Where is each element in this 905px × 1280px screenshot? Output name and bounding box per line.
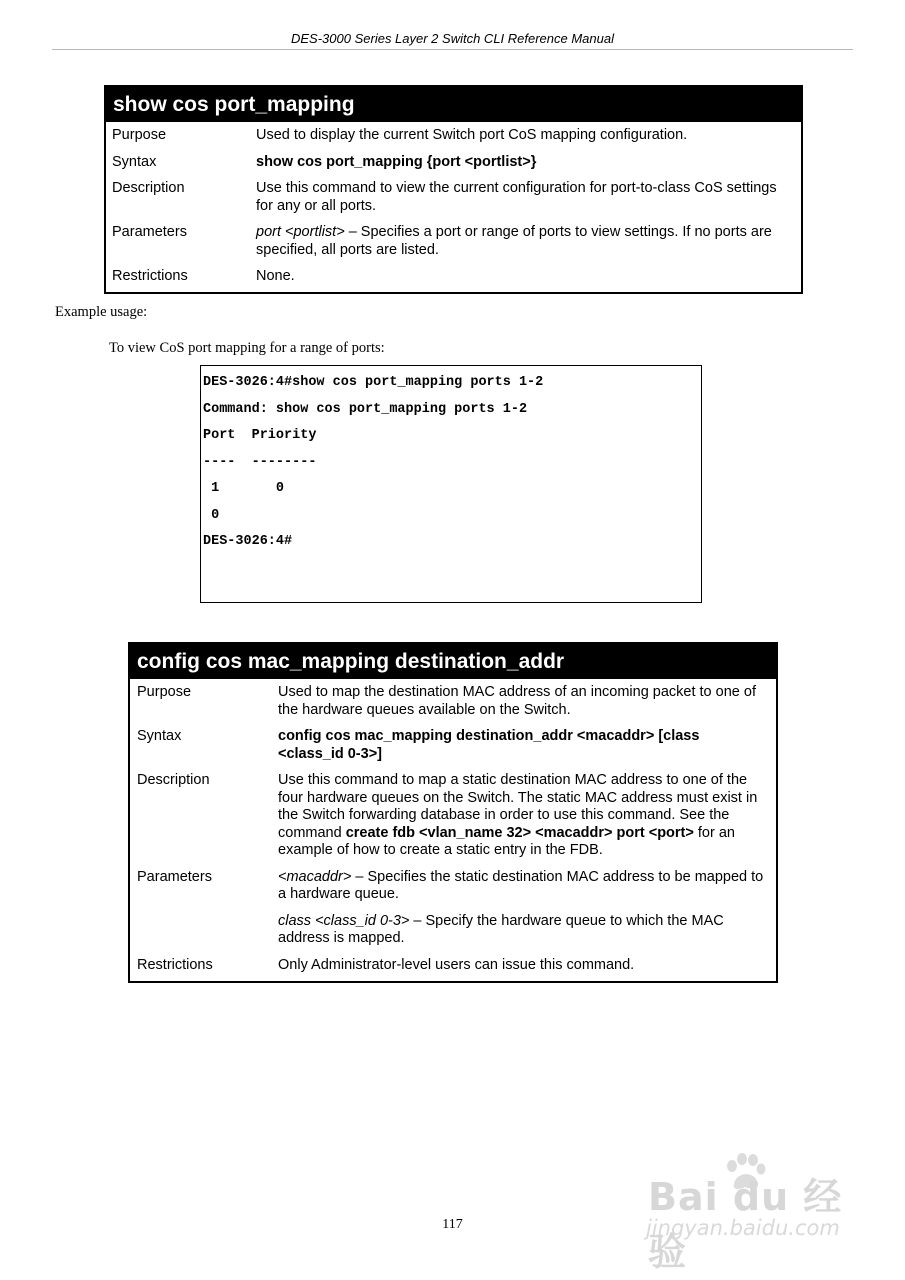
page-number: 117 — [442, 1217, 463, 1232]
config-cos-command-table — [128, 642, 778, 983]
parameter-text: – Specify the hardware queue to which the MAC address is mapped. — [278, 912, 724, 946]
console-line: ---- -------- — [203, 454, 317, 470]
row-label: Purpose — [137, 684, 192, 700]
console-line: DES-3026:4#show cos port_mapping ports 1-2 — [203, 375, 544, 390]
row-value — [278, 772, 776, 860]
table-row-syntax — [106, 154, 801, 172]
parameter-text: – Specifies the static destination MAC address to be mapped to a hardware queue. — [278, 868, 764, 902]
row-label: Purpose — [112, 127, 167, 143]
row-value — [256, 224, 801, 259]
row-value: Used to display the current Switch port CoS mapping configuration. — [256, 127, 688, 143]
row-label: Restrictions — [137, 956, 213, 973]
description-command: create fdb <vlan_name 32> <macaddr> port <port> — [345, 824, 694, 841]
row-value — [278, 869, 776, 948]
row-label: Parameters — [137, 868, 212, 885]
table-row-purpose — [130, 684, 776, 719]
watermark-url: jingyan.baidu.com — [646, 1216, 840, 1240]
show-cos-command-table — [104, 85, 803, 294]
console-line: 0 — [203, 507, 220, 523]
page-header: DES-3000 Series Layer 2 Switch CLI Reference Manual — [291, 31, 614, 46]
table-row-restrictions — [106, 268, 801, 286]
console-line: DES-3026:4# — [203, 534, 293, 549]
row-label: Description — [137, 772, 210, 788]
row-value: None. — [256, 268, 295, 284]
parameter-text: – Specifies a port or range of ports to view settings. If no ports are specified, all ports are listed. — [256, 224, 772, 258]
command-title: config cos mac_mapping destination_addr — [130, 644, 776, 679]
parameter-entry — [278, 913, 766, 948]
watermark-brand: Bai du 经验 — [648, 1175, 843, 1274]
console-line: Command: show cos port_mapping ports 1-2 — [203, 401, 528, 417]
row-value: Use this command to view the current configuration for port-to-class CoS settings for any or all ports. — [256, 180, 777, 214]
table-row-description — [130, 772, 776, 860]
console-line: 1 0 — [203, 481, 285, 496]
description-text: for an example of how to create a static entry in the FDB. — [278, 824, 735, 858]
header-divider — [52, 49, 853, 50]
row-label: Syntax — [137, 728, 182, 744]
example-intro: To view CoS port mapping for a range of ports: — [109, 340, 385, 356]
row-label: Restrictions — [112, 268, 188, 284]
row-label: Parameters — [112, 224, 187, 240]
table-row-parameters — [106, 224, 801, 259]
baidu-watermark — [640, 1152, 860, 1274]
console-line: Port Priority — [203, 428, 317, 443]
table-row-description — [106, 180, 801, 215]
row-value: Used to map the destination MAC address of an incoming packet to one of the hardware queues available on the Switch. — [278, 684, 756, 718]
row-value: config cos mac_mapping destination_addr <macaddr> [class <class_id 0-3>] — [278, 728, 700, 762]
row-value: show cos port_mapping {port <portlist>} — [256, 153, 537, 170]
console-output — [200, 365, 702, 603]
table-row-syntax — [130, 728, 776, 763]
row-value: Only Administrator-level users can issue this command. — [278, 956, 635, 973]
table-row-restrictions — [130, 957, 776, 975]
command-title: show cos port_mapping — [106, 87, 801, 122]
example-usage-label: Example usage: — [55, 304, 148, 320]
table-row-purpose — [106, 127, 801, 145]
table-row-parameters — [130, 869, 776, 948]
parameter-name: <macaddr> — [278, 868, 352, 885]
row-label: Syntax — [112, 153, 157, 170]
parameter-name: port <portlist> — [256, 224, 345, 240]
row-label: Description — [112, 180, 185, 196]
parameter-entry — [278, 869, 766, 904]
parameter-name: class <class_id 0-3> — [278, 912, 410, 929]
description-text: Use this command to map a static destination MAC address to one of the four hardware queues on the Switch. The static MAC address must exist in the Switch forwarding database in order to use this command. See the command — [278, 772, 758, 841]
